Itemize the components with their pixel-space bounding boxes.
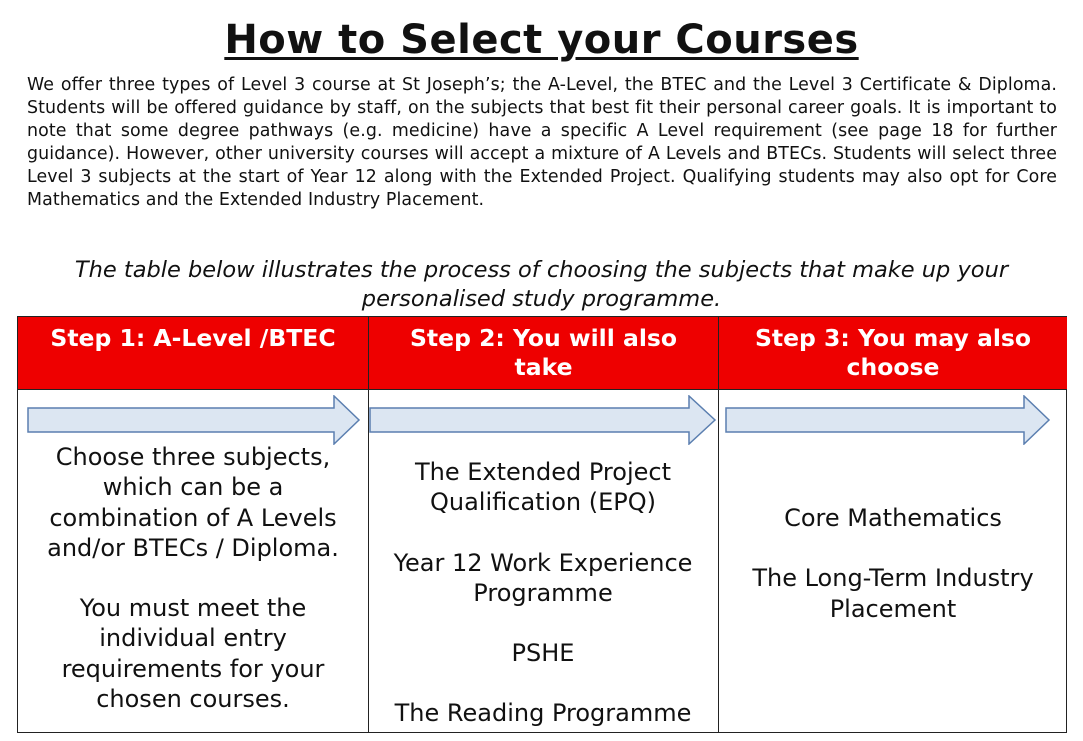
right-arrow-icon (725, 395, 1051, 445)
step-3-content (729, 503, 1057, 624)
step-1-content (28, 442, 358, 714)
column-divider (368, 317, 369, 732)
right-arrow-icon (27, 395, 361, 445)
step-2-content (379, 457, 707, 729)
header-divider (18, 389, 1066, 390)
step-1-header: Step 1: A-Level /BTEC (18, 317, 368, 389)
step-2-header: Step 2: You will also take (369, 317, 718, 389)
right-arrow-icon (369, 395, 717, 445)
step-3-paragraph: The Long-Term Industry Placement (752, 564, 1034, 623)
study-programme-table (17, 316, 1067, 733)
step-2-paragraph: The Reading Programme (394, 699, 692, 728)
step-3-paragraph: Core Mathematics (784, 504, 1002, 532)
step-2-paragraph: PSHE (511, 639, 575, 668)
step-2-paragraph: The Extended Project Qualification (EPQ) (415, 458, 671, 517)
step-2-paragraph: Year 12 Work Experience Programme (393, 548, 693, 607)
column-divider (718, 317, 719, 732)
page-title: How to Select your Courses (224, 17, 859, 63)
step-3-header: Step 3: You may also choose (719, 317, 1067, 389)
table-caption: The table below illustrates the process of choosing the subjects that make up your personalised study programme. (74, 257, 1009, 312)
step-1-paragraph: Choose three subjects, which can be a combination of A Levels and/or BTECs / Diploma. (47, 443, 339, 562)
step-1-paragraph: You must meet the individual entry requirements for your chosen courses. (61, 594, 325, 714)
intro-paragraph: We offer three types of Level 3 course at St Joseph’s; the A-Level, the BTEC and the Level 3 Certificate & Diploma. Students will be offered guidance by staff, on the subjects that best fit their personal career goals. It is important to note that some degree pathways (e.g. medicine) have a specific A Level requirement (see page 18 for further guidance). However, other university courses will accept a mixture of A Levels and BTECs. Students will select three Level 3 subjects at the start of Year 12 along with the Extended Project. Qualifying students may also opt for Core Mathematics and the Extended Industry Placement. (27, 75, 1057, 210)
